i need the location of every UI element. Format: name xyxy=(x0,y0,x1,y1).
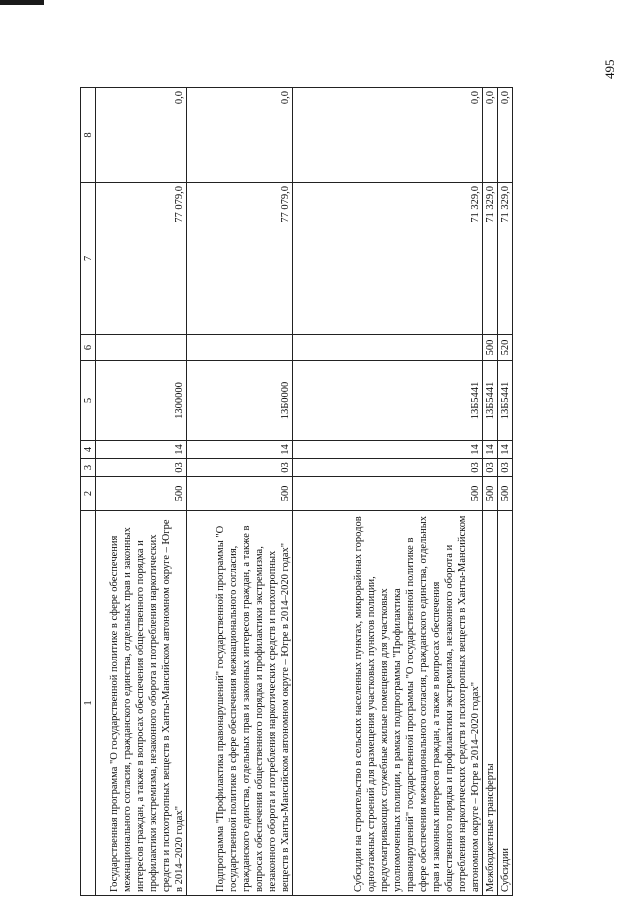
row-code-target: 13Б5441 xyxy=(483,361,498,441)
row-amount: 71 329,0 xyxy=(483,183,498,335)
row-code-subsection: 14 xyxy=(483,441,498,459)
row-amount-extra: 0,0 xyxy=(498,88,513,183)
row-amount: 77 079,0 xyxy=(187,183,293,335)
row-code-subsection: 14 xyxy=(293,441,483,459)
row-code-expense-type xyxy=(96,335,187,361)
row-amount: 77 079,0 xyxy=(96,183,187,335)
table-row xyxy=(498,88,513,896)
row-code-subsection: 14 xyxy=(96,441,187,459)
header-cell: 2 xyxy=(81,477,96,511)
row-description: Субсидии на строительство в сельских населенных пунктах, микрорайонах городов одноэтажных строений для размещения участковых пунктов полиции, предусматривающих служебные жилые помещения для участковых уполномоченных полиции, в рамках подпрограммы "Профилактика правонарушений" государственной программы "О государственной политике в сфере обеспечения межнационального согласия, гражданского единства, отдельных прав и законных интересов граждан, а также в вопросах обеспечения общественного порядка и профилактики экстремизма, незаконного оборота и потребления наркотических средств и психотропных веществ в Ханты-Мансийском автономном округе – Югре в 2014–2020 годах" xyxy=(293,511,483,896)
row-code-expense-type xyxy=(187,335,293,361)
header-cell: 8 xyxy=(81,88,96,183)
header-cell: 4 xyxy=(81,441,96,459)
row-code-subsection: 14 xyxy=(187,441,293,459)
row-amount-extra: 0,0 xyxy=(187,88,293,183)
row-description: Подпрограмма "Профилактика правонарушений" государственной программы "О государственной политике в сфере обеспечения межнационального согласия, гражданского единства, отдельных прав и законных интересов граждан, а также в вопросах обеспечения общественного порядка и профилактики экстремизма, незаконного оборота и потребления наркотических средств и психотропных веществ в Ханты-Мансийском автономном округе – Югре в 2014–2020 годах" xyxy=(187,511,293,896)
row-code-expense-type xyxy=(293,335,483,361)
header-cell: 3 xyxy=(81,459,96,477)
row-description: Субсидии xyxy=(498,511,513,896)
table-row xyxy=(187,88,293,896)
row-code-expense-type: 500 xyxy=(483,335,498,361)
row-code-subsection: 14 xyxy=(498,441,513,459)
row-code-section: 03 xyxy=(498,459,513,477)
row-code-target: 13Б5441 xyxy=(498,361,513,441)
row-amount: 71 329,0 xyxy=(293,183,483,335)
row-description: Государственная программа "О государственной политике в сфере обеспечения межнационального согласия, гражданского единства, отдельных прав и законных интересов граждан, а также в вопросах обеспечения общественного порядка и профилактики экстремизма, незаконного оборота и потребления наркотических средств и психотропных веществ в Ханты-Мансийском автономном округе – Югре в 2014–2020 годах" xyxy=(96,511,187,896)
row-code-ministry: 500 xyxy=(498,477,513,511)
row-amount-extra: 0,0 xyxy=(293,88,483,183)
row-code-target: 13Б5441 xyxy=(293,361,483,441)
page-number: 495 xyxy=(602,59,617,79)
scan-corner-mark xyxy=(0,0,44,5)
row-code-target: 13Б0000 xyxy=(187,361,293,441)
row-code-section: 03 xyxy=(483,459,498,477)
row-code-target: 1300000 xyxy=(96,361,187,441)
row-code-section: 03 xyxy=(96,459,187,477)
header-cell: 1 xyxy=(81,511,96,896)
header-cell: 7 xyxy=(81,183,96,335)
table-row xyxy=(96,88,187,896)
row-amount: 71 329,0 xyxy=(498,183,513,335)
row-code-expense-type: 520 xyxy=(498,335,513,361)
row-code-section: 03 xyxy=(187,459,293,477)
row-amount-extra: 0,0 xyxy=(96,88,187,183)
row-code-ministry: 500 xyxy=(187,477,293,511)
row-description: Межбюджетные трансферты xyxy=(483,511,498,896)
budget-table-container xyxy=(80,88,610,896)
table-row xyxy=(483,88,498,896)
row-code-ministry: 500 xyxy=(96,477,187,511)
row-amount-extra: 0,0 xyxy=(483,88,498,183)
row-code-ministry: 500 xyxy=(293,477,483,511)
table-row xyxy=(293,88,483,896)
row-code-section: 03 xyxy=(293,459,483,477)
row-code-ministry: 500 xyxy=(483,477,498,511)
header-cell: 6 xyxy=(81,335,96,361)
budget-table xyxy=(80,87,513,896)
header-cell: 5 xyxy=(81,361,96,441)
table-header-row xyxy=(81,88,96,896)
